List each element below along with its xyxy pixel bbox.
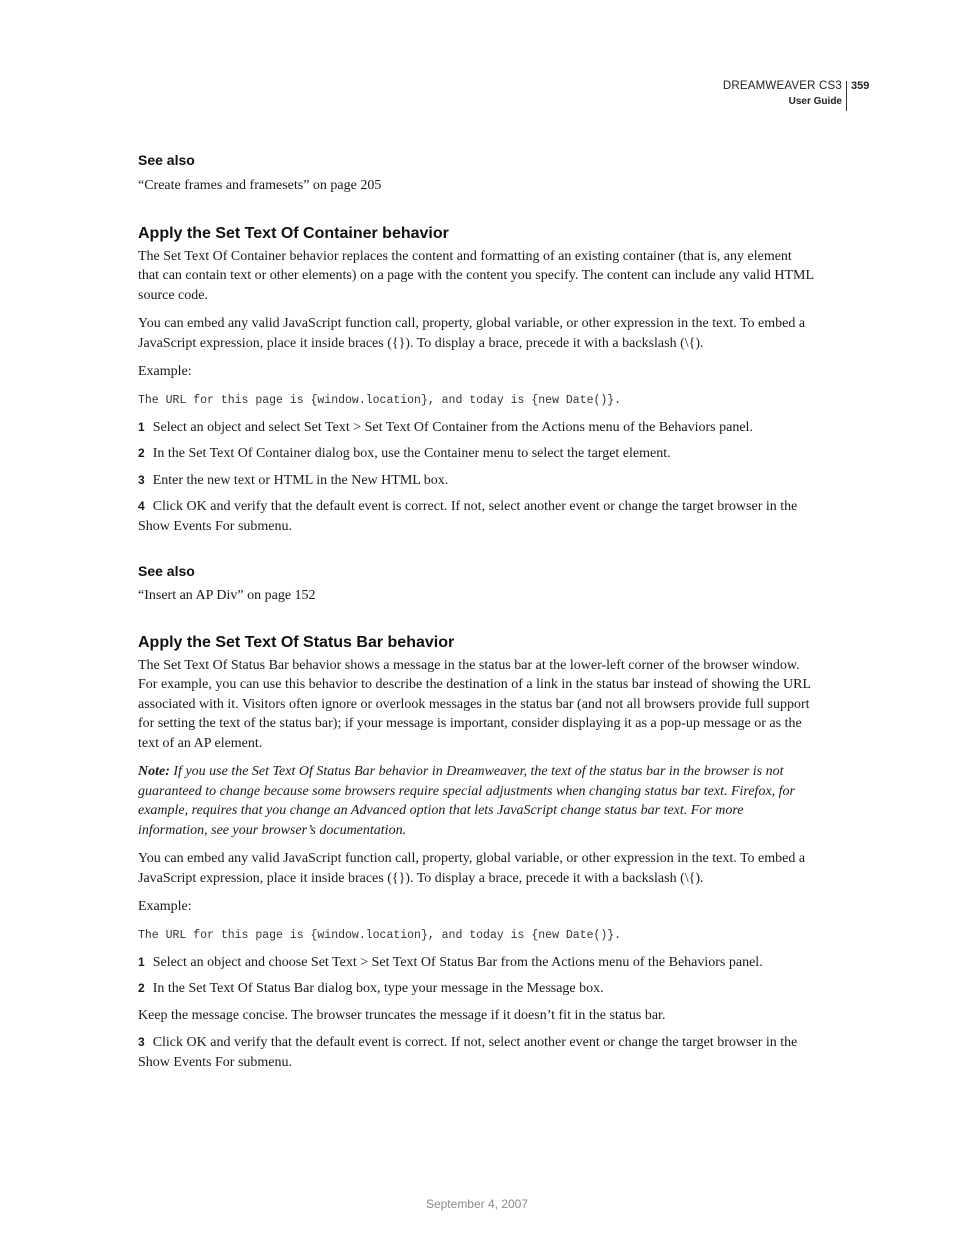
step-number: 3 [138,1035,145,1049]
note [138,762,814,840]
step-item [138,953,814,973]
paragraph: Keep the message concise. The browser truncates the message if it doesn’t fit in the status bar. [138,1007,666,1023]
step-number: 1 [138,419,145,434]
step-text: Select an object and choose Set Text > Set Text Of Status Bar from the Actions menu of the Behaviors panel. [152,954,763,970]
step-item [138,1033,814,1072]
guide-name: User Guide [788,96,842,107]
see-also-heading: See also [138,563,195,579]
page-content [138,150,814,1072]
example-label: Example: [138,899,192,914]
step-text: Select an object and select Set Text > Set Text Of Container from the Actions menu of the Behaviors panel. [152,419,753,435]
step-text: Click OK and verify that the default event is correct. If not, select another event or change the target browser in the Show Events For submenu. [138,1035,798,1070]
step-text: Click OK and verify that the default event is correct. If not, select another event or change the target browser in the Show Events For submenu. [138,499,798,534]
header-titles [723,79,842,109]
code-example: The URL for this page is {window.location}, and today is {new Date()}. [138,393,622,407]
see-also-link[interactable]: “Create frames and framesets” on page 205 [138,178,382,193]
header-divider [846,81,847,111]
example-label: Example: [138,364,192,379]
product-name: DREAMWEAVER CS3 [722,80,842,92]
step-item [138,444,814,464]
step-number: 2 [138,981,145,995]
section-heading-container: Apply the Set Text Of Container behavior [138,224,449,242]
step-number: 3 [138,472,145,487]
section-heading-status-bar: Apply the Set Text Of Status Bar behavior [138,633,455,651]
paragraph: You can embed any valid JavaScript function call, property, global variable, or other expression in the text. To embed a JavaScript expression, place it inside braces ({}). To display a brace, precede it with a backslash (\{). [138,851,806,886]
note-label: Note: [138,764,170,779]
page-header [0,79,954,113]
step-text: Enter the new text or HTML in the New HTML box. [152,472,449,488]
step-number: 1 [138,954,145,969]
step-number: 2 [138,446,145,460]
paragraph: You can embed any valid JavaScript function call, property, global variable, or other expression in the text. To embed a JavaScript expression, place it inside braces ({}). To display a brace, precede it with a backslash (\{). [138,316,806,351]
see-also-link[interactable]: “Insert an AP Div” on page 152 [138,588,316,603]
step-item [138,497,814,536]
see-also-heading: See also [138,152,195,168]
step-text: In the Set Text Of Status Bar dialog box, type your message in the Message box. [152,981,604,996]
footer-date: September 4, 2007 [425,1197,529,1211]
paragraph: The Set Text Of Container behavior replaces the content and formatting of an existing container (that is, any element that can contain text or other elements) on a page with the content you specify. The content can include any valid HTML source code. [138,248,814,303]
code-example: The URL for this page is {window.location}, and today is {new Date()}. [138,928,622,942]
step-item [138,418,814,438]
step-item [138,979,814,999]
step-text: In the Set Text Of Container dialog box, use the Container menu to select the target element. [152,446,671,461]
step-item [138,471,814,491]
step-number: 4 [138,499,145,513]
note-text: If you use the Set Text Of Status Bar behavior in Dreamweaver, the text of the status bar in the browser is not guaranteed to change because some browsers require special adjustments when changing status bar text. Firefox, for example, requires that you change an Advanced option that lets JavaScript change status bar text. For more information, see your browser’s documentation. [138,764,796,838]
paragraph: The Set Text Of Status Bar behavior shows a message in the status bar at the lower-left corner of the browser window. For example, you can use this behavior to describe the destination of a link in the status bar instead of showing the URL associated with it. Visitors often ignore or overlook messages in the status bar (and not all browsers provide full support for setting the text of the status bar); if your message is important, consider displaying it as a pop-up message or as the text of an AP element. [138,657,811,751]
page-number: 359 [851,80,870,92]
